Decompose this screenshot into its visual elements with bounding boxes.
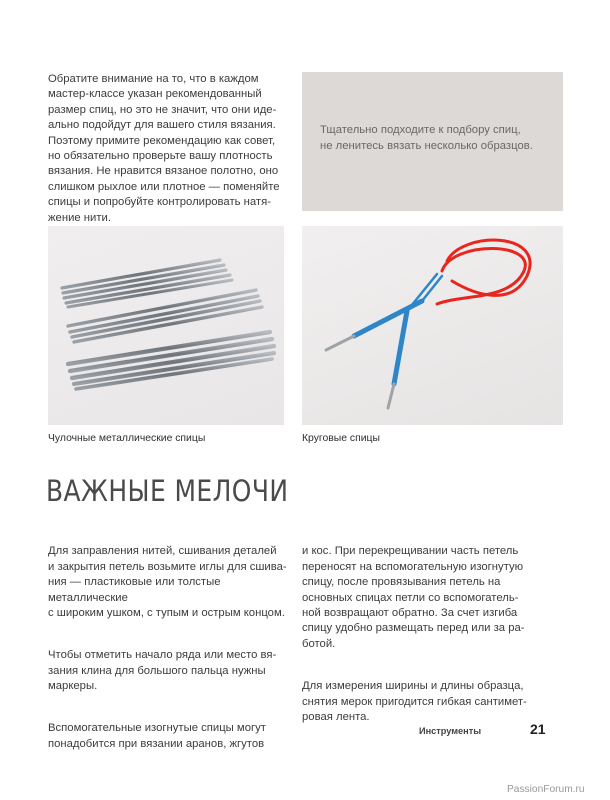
dpn-needles-photo	[48, 226, 284, 425]
circular-needles-photo	[302, 226, 563, 425]
page-number: 21	[530, 721, 546, 737]
circular-needles-illustration	[302, 226, 563, 425]
quote-text: Тщательно подходите к подбору спиц, не ленитесь вязать несколько образцов.	[320, 124, 533, 152]
circular-caption: Круговые спицы	[302, 433, 380, 444]
quote-box	[302, 72, 563, 211]
body-paragraph: Вспомогательные изогнутые спицы могут понадобится при вязании аранов, жгутов	[48, 722, 266, 750]
body-paragraph: Чтобы отметить начало ряда или место вя- зания клина для большого пальца нужны маркеры.	[48, 649, 277, 693]
watermark: PassionForum.ru	[507, 784, 585, 795]
body-paragraph: и кос. При перекрещивании часть петель переносят на вспомогательную изогнутую спицу, после провязывания петель на основных спицах петли со вспомогатель- ной возвращают обратно. За счет изгиба спицу удобно размещать перед или за ра- ботой.	[302, 545, 525, 650]
body-paragraph: Для заправления нитей, сшивания деталей и закрытия петель возьмите иглы для сшива- ния — пластиковые или толстые металлические с широким ушком, с тупым и острым концом.	[48, 545, 287, 620]
section-title: ВАЖНЫЕ МЕЛОЧИ	[46, 474, 289, 508]
dpn-caption: Чулочные металлические спицы	[48, 433, 206, 444]
red-cable	[437, 240, 530, 304]
footer-section-name: Инструменты	[419, 726, 482, 736]
dpn-needles-illustration	[48, 226, 284, 425]
intro-paragraph: Обратите внимание на то, что в каждом мастер-классе указан рекомендованный размер спиц, но это не значит, что они иде- ально подойдут для вашего стиля вязания. Поэтому примите рекомендацию как совет, но обязательно проверьте вашу плотность вязания. Не нравится вязаное полотно, оно слишком рыхлое или плотное — поменяйте спицы и попробуйте контролировать натя- жение нити.	[48, 73, 280, 224]
body-column-left	[48, 529, 296, 779]
blue-needles	[326, 274, 442, 408]
needle-group-bottom	[68, 332, 274, 389]
body-paragraph: Для измерения ширины и длины образца, снятия мерок пригодится гибкая сантимет- ровая лента.	[302, 680, 527, 723]
body-column-right	[302, 529, 560, 752]
